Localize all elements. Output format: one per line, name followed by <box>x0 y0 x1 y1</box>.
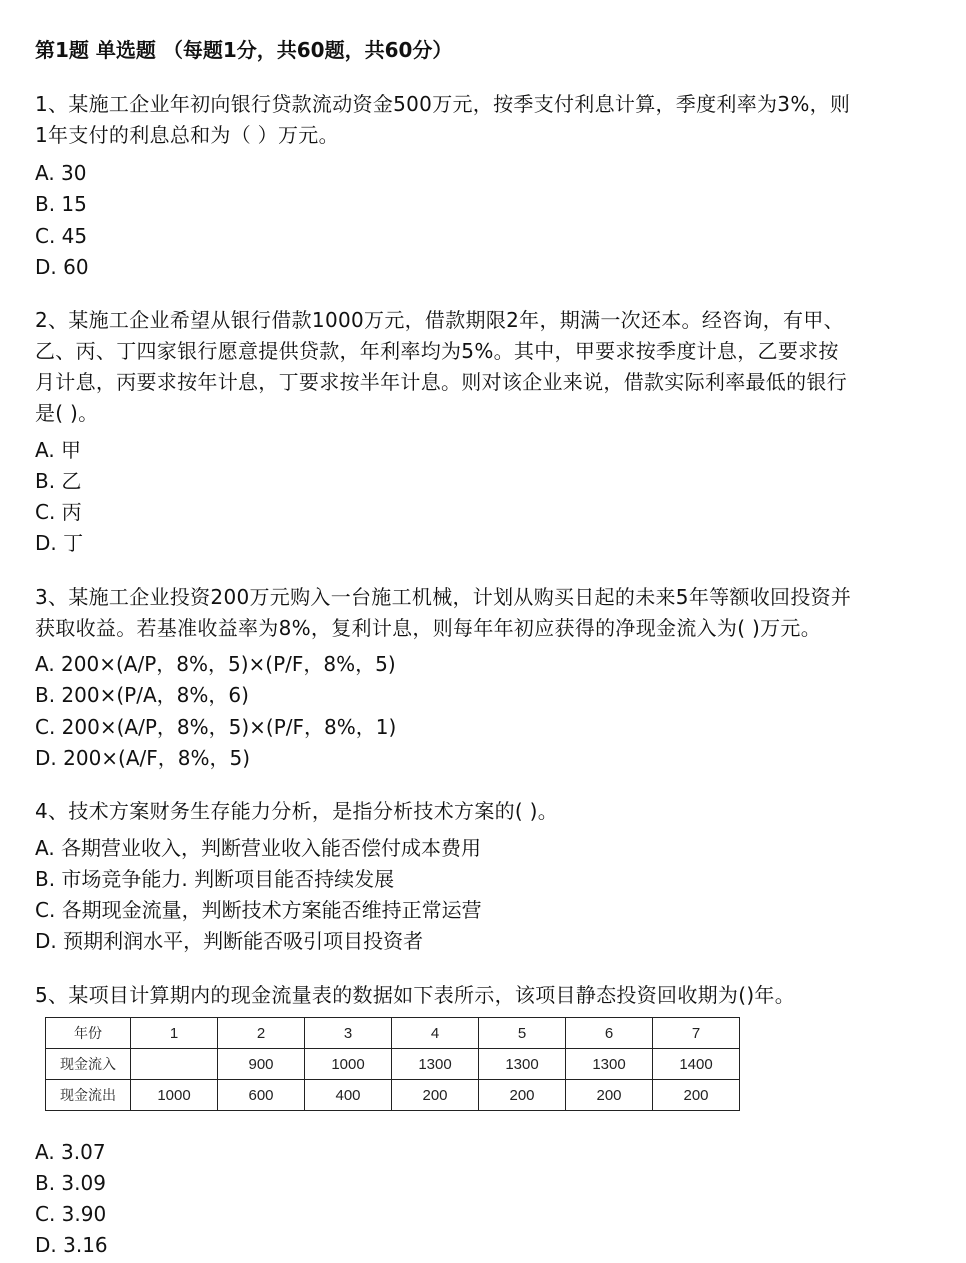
question-3-option-d[interactable]: D. 200×(A/F，8%，5) <box>35 746 251 770</box>
question-5-option-a[interactable]: A. 3.07 <box>35 1140 106 1164</box>
question-text-line: 1、某施工企业年初向银行贷款流动资金500万元，按季支付利息计算，季度利率为3%，则 <box>35 92 851 116</box>
table-cell: 1300 <box>479 1049 566 1080</box>
question-3-option-b[interactable]: B. 200×(P/A，8%，6) <box>35 683 249 707</box>
table-year-cell: 3 <box>305 1018 392 1049</box>
table-year-cell: 4 <box>392 1018 479 1049</box>
question-4-option-d[interactable]: D. 预期利润水平，判断能否吸引项目投资者 <box>35 929 424 953</box>
table-cell: 900 <box>218 1049 305 1080</box>
table-row <box>46 1080 740 1111</box>
question-text-line: 月计息，丙要求按年计息，丁要求按半年计息。则对该企业来说，借款实际利率最低的银行 <box>35 370 847 394</box>
table-cell: 1000 <box>305 1049 392 1080</box>
table-cell: 200 <box>566 1080 653 1111</box>
question-text-line: 是( )。 <box>35 401 99 425</box>
table-cell: 200 <box>653 1080 740 1111</box>
question-2-option-b[interactable]: B. 乙 <box>35 469 82 493</box>
question-text-line: 乙、丙、丁四家银行愿意提供贷款，年利率均为5%。其中，甲要求按季度计息，乙要求按 <box>35 339 839 363</box>
table-cell: 200 <box>392 1080 479 1111</box>
question-2-option-a[interactable]: A. 甲 <box>35 438 82 462</box>
question-5-option-c[interactable]: C. 3.90 <box>35 1202 107 1226</box>
table-header-row <box>46 1018 740 1049</box>
cash-flow-table <box>45 1017 740 1111</box>
question-4-text <box>35 796 935 827</box>
question-2-text <box>35 305 935 429</box>
table-cell: 200 <box>479 1080 566 1111</box>
table-cell: 600 <box>218 1080 305 1111</box>
table-year-cell: 5 <box>479 1018 566 1049</box>
question-1-text <box>35 89 935 151</box>
table-year-cell: 6 <box>566 1018 653 1049</box>
table-year-cell: 1 <box>131 1018 218 1049</box>
question-1-option-c[interactable]: C. 45 <box>35 224 88 248</box>
question-5-option-d[interactable]: D. 3.16 <box>35 1233 108 1257</box>
section-header: 第1题 单选题 （每题1分，共60题，共60分） <box>35 38 453 62</box>
question-3-option-a[interactable]: A. 200×(A/P，8%，5)×(P/F，8%，5) <box>35 652 396 676</box>
table-cell: 400 <box>305 1080 392 1111</box>
question-text-line: 3、某施工企业投资200万元购入一台施工机械，计划从购买日起的未来5年等额收回投资并 <box>35 585 852 609</box>
question-3-option-c[interactable]: C. 200×(A/P，8%，5)×(P/F，8%，1) <box>35 715 397 739</box>
table-row-label: 现金流出 <box>46 1080 131 1111</box>
table-cell: 1000 <box>131 1080 218 1111</box>
question-3-text <box>35 582 935 644</box>
question-5-option-b[interactable]: B. 3.09 <box>35 1171 106 1195</box>
table-year-cell: 7 <box>653 1018 740 1049</box>
table-row <box>46 1049 740 1080</box>
question-text-line: 获取收益。若基准收益率为8%，复利计息，则每年年初应获得的净现金流入为( )万元。 <box>35 616 821 640</box>
table-cell: 1300 <box>566 1049 653 1080</box>
question-1-option-a[interactable]: A. 30 <box>35 161 87 185</box>
question-4-option-a[interactable]: A. 各期营业收入，判断营业收入能否偿付成本费用 <box>35 836 482 860</box>
table-header-label: 年份 <box>46 1018 131 1049</box>
question-5-text <box>35 980 935 1011</box>
question-2-option-d[interactable]: D. 丁 <box>35 531 84 555</box>
question-2-option-c[interactable]: C. 丙 <box>35 500 82 524</box>
question-1-option-b[interactable]: B. 15 <box>35 192 87 216</box>
question-text-line: 4、技术方案财务生存能力分析，是指分析技术方案的( )。 <box>35 799 559 823</box>
table-row-label: 现金流入 <box>46 1049 131 1080</box>
question-4-option-c[interactable]: C. 各期现金流量，判断技术方案能否维持正常运营 <box>35 898 482 922</box>
question-4-option-b[interactable]: B. 市场竞争能力. 判断项目能否持续发展 <box>35 867 395 891</box>
question-text-line: 5、某项目计算期内的现金流量表的数据如下表所示，该项目静态投资回收期为()年。 <box>35 983 796 1007</box>
table-cell <box>131 1049 218 1080</box>
question-1-option-d[interactable]: D. 60 <box>35 255 89 279</box>
question-text-line: 2、某施工企业希望从银行借款1000万元，借款期限2年，期满一次还本。经咨询，有甲、 <box>35 308 844 332</box>
table-cell: 1300 <box>392 1049 479 1080</box>
table-cell: 1400 <box>653 1049 740 1080</box>
table-year-cell: 2 <box>218 1018 305 1049</box>
question-text-line: 1年支付的利息总和为（ ）万元。 <box>35 123 339 147</box>
